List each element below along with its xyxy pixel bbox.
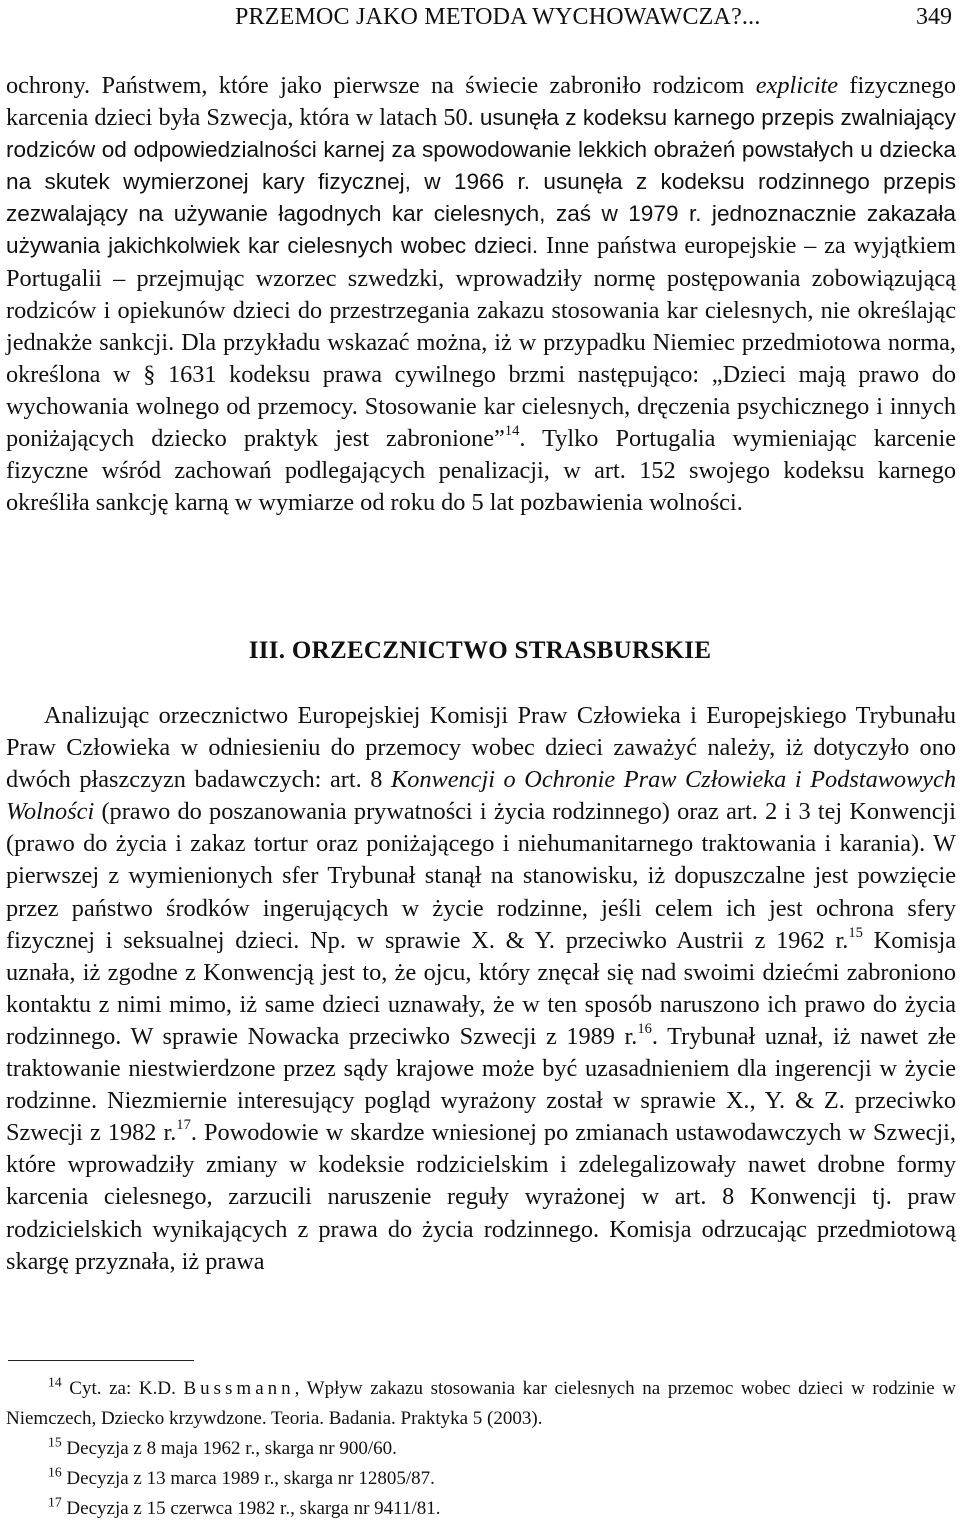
text-run: Komisja uznała, iż zgodne z Konwencją jest to, że ojcu, który znęcał się nad swoimi dziećmi zabroniono kontaktu z nimi mimo, iż same dzieci uznawały, że w ten sposób naruszono ich prawo do życia rodzinnego. W sprawie Nowacka przeciwko Szwecji z 1989 r. bbox=[6, 926, 956, 1050]
footnote-number: 17 bbox=[48, 1494, 62, 1510]
body-paragraph-2 bbox=[6, 700, 956, 1278]
running-header bbox=[0, 0, 960, 40]
text-run: . Trybunał uznał, iż nawet złe traktowanie niestwierdzone przez sądy krajowe może być uzasadnieniem dla ingerencji w życie rodzinne. Niezmiernie interesujący pogląd wyrażony został w sprawie X., Y. & Z. przeciwko Szwecji z 1982 r. bbox=[6, 1022, 956, 1147]
footnotes bbox=[6, 1374, 956, 1524]
footnote-number: 14 bbox=[48, 1374, 62, 1390]
text-run: ochrony. Państwem, które jako pierwsze na świecie zabroniło rodzicom bbox=[6, 72, 756, 99]
text-run: (prawo do poszanowania prywatności i życia rodzinnego) oraz art. 2 i 3 tej Konwencji (prawo do życia i zakaz tortur oraz poniżającego i niehumanitarnego traktowania i karania). W pierwszej z wymienionych sfer Trybunał stanął na stanowisku, iż dopuszczalne jest powzięcie przez państwo środków ingerujących w życie rodzinne, jeśli celem ich jest ochrona sfery fizycznej i seksualnej dzieci. Np. w sprawie X. & Y. przeciwko Austrii z 1962 r. bbox=[6, 798, 956, 954]
footnote-ref-16: 16 bbox=[637, 1021, 652, 1038]
footnote-number: 15 bbox=[48, 1434, 62, 1450]
text-run: Analizując orzecznictwo Europejskiej Komisji Praw Człowieka i Europejskiego Trybunału Praw Człowieka w odniesieniu do przemocy wobec dzieci zaważyć należy, iż dotyczyło ono dwóch płaszczyzn badawczych: art. 8 bbox=[6, 702, 956, 794]
footnote-number: 16 bbox=[48, 1464, 62, 1480]
footnote-ref-17: 17 bbox=[176, 1117, 191, 1134]
text-run: fizycznego karcenia dzieci była Szwecja, która w latach 50. bbox=[6, 72, 956, 132]
footnote-text: Decyzja z 15 czerwca 1982 r., skarga nr 9411/81. bbox=[66, 1498, 441, 1519]
footnote-ref-15: 15 bbox=[848, 924, 863, 941]
footnote-15 bbox=[6, 1434, 956, 1464]
text-run: Inne państwa europejskie – za wyjątkiem Portugalii – przejmując wzorzec szwedzki, wprowadziły normę postępowania zobowiązującą rodziców i opiekunów dzieci do przestrzegania zakazu stosowania kar cielesnych, nie określając jednakże sankcji. Dla przykładu wskazać można, iż w przypadku Niemiec przedmiotowa norma, określona w § 1631 kodeksu prawa cywilnego brzmi następująco: „Dzieci mają prawo do wychowania wolnego od przemocy. Stosowanie kar cielesnych, dręczenia psychicznego i innych poniżających dziecko praktyk jest zabronione” bbox=[6, 232, 956, 453]
footnote-text: , Wpływ zakazu stosowania kar cielesnych na przemoc wobec dzieci w rodzinie w Niemczech, Dziecko krzywdzone. Teoria. Badania. Praktyka 5 (2003). bbox=[6, 1378, 956, 1429]
italic-convention-title: Konwencji o Ochronie Praw Człowieka i Podstawowych Wolności bbox=[6, 766, 956, 826]
running-title: PRZEMOC JAKO METODA WYCHOWAWCZA?... bbox=[235, 4, 761, 30]
page-number: 349 bbox=[916, 4, 952, 30]
italic-term: explicite bbox=[755, 72, 839, 99]
body-paragraph-1 bbox=[6, 70, 956, 519]
footnote-separator bbox=[8, 1360, 194, 1361]
text-run: . Tylko Portugalia wymieniając karcenie fizyczne wśród zachowań podlegających penalizacji, w art. 152 swojego kodeksu karnego określiła sankcję karną w wymiarze od roku do 5 lat pozbawienia wolności. bbox=[6, 425, 956, 517]
sans-text-run: usunęła z kodeksu karnego przepis zwalniający rodziców od odpowiedzialności karnej za spowodowanie lekkich obrażeń powstałych u dziecka na skutek wymierzonej kary fizycznej, w 1966 r. usunęła z kodeksu rodzinnego przepis zezwalający na używanie łagodnych kar cielesnych, zaś w 1979 r. jednoznacznie zakazała używania jakichkolwiek kar cielesnych wobec dzieci. bbox=[6, 105, 956, 259]
footnote-author: Bussmann bbox=[183, 1378, 295, 1399]
footnote-ref-14: 14 bbox=[504, 423, 520, 440]
footnote-text: Decyzja z 13 marca 1989 r., skarga nr 12805/87. bbox=[66, 1468, 435, 1489]
footnote-text: Cyt. za: K.D. bbox=[69, 1378, 184, 1399]
footnote-text: Decyzja z 8 maja 1962 r., skarga nr 900/60. bbox=[66, 1438, 397, 1459]
footnote-14 bbox=[6, 1374, 956, 1434]
footnote-16 bbox=[6, 1464, 956, 1494]
section-heading: III. ORZECZNICTWO STRASBURSKIE bbox=[248, 637, 712, 664]
text-run: . Powodowie w skardze wniesionej po zmianach ustawodawczych w Szwecji, które wprowadziły zmiany w kodeksie rodzicielskim i zdelegalizowały nawet drobne formy karcenia cielesnego, zarzucili naruszenie reguły wyrażonej w art. 8 Konwencji tj. praw rodzicielskich wynikających z prawa do życia rodzinnego. Komisja odrzucając przedmiotową skargę przyznała, iż prawa bbox=[6, 1119, 957, 1275]
